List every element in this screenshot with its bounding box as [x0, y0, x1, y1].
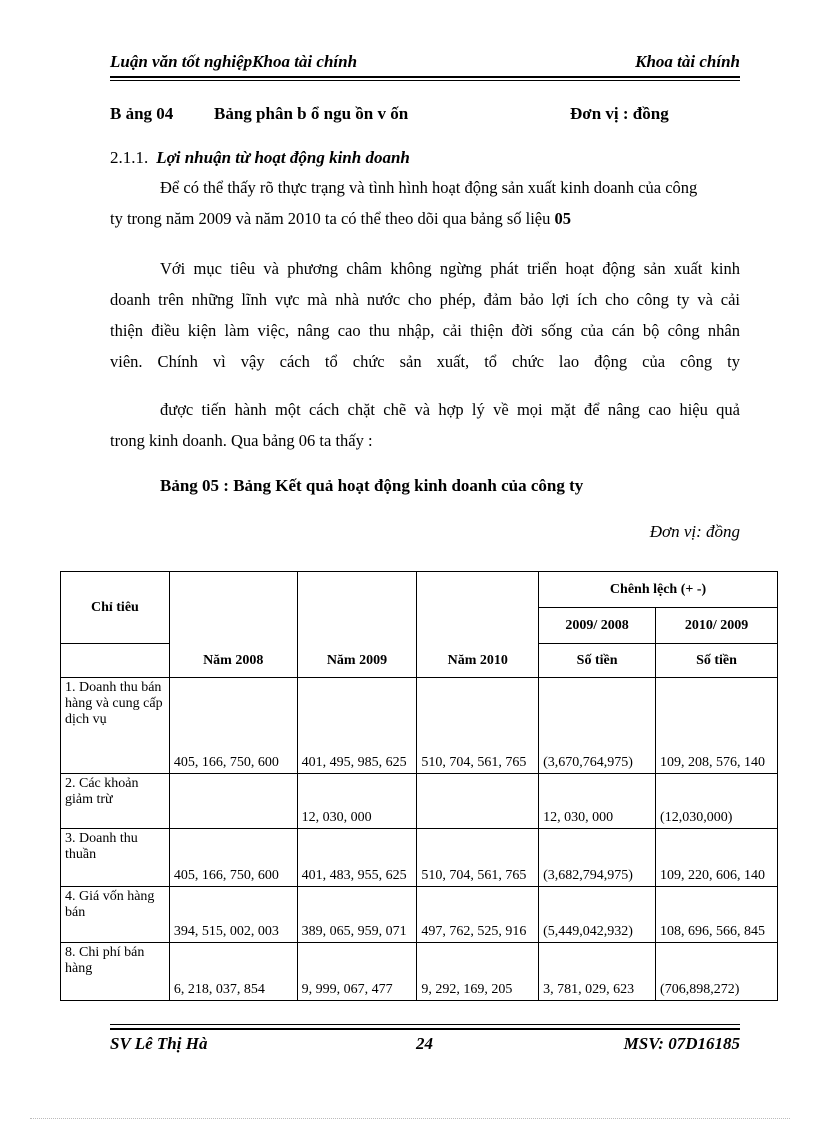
header-amount-2: Số tiền [656, 644, 778, 678]
table-ref: 05 [554, 209, 571, 228]
row-label: 8. Chi phí bán hàng [61, 943, 170, 1001]
cell-2010 [417, 774, 539, 829]
paragraph-line: thiện điều kiện làm việc, nâng cao thu nhập, cải thiện đời sống của cán bộ công nhân [110, 321, 740, 340]
table-unit: Đơn vị: đồng [649, 522, 740, 541]
header-2010: Năm 2010 [417, 572, 539, 678]
header-change: Chênh lệch (+ -) [539, 572, 778, 608]
cell-change-1: 12, 030, 000 [539, 774, 656, 829]
paragraph-line: trong kinh doanh. Qua bảng 06 ta thấy : [110, 431, 373, 450]
table04-title: Bảng phân b ổ ngu ồn v ốn [214, 104, 409, 123]
table04-unit: Đơn vị : đồng [570, 104, 669, 123]
header-rule-thin [110, 80, 740, 81]
row-label: 2. Các khoản giảm trừ [61, 774, 170, 829]
header-2009: Năm 2009 [297, 572, 417, 678]
table-caption: Bảng 05 : Bảng Kết quả hoạt động kinh doanh của công ty [160, 476, 584, 495]
cell-2008: 405, 166, 750, 600 [169, 678, 297, 774]
footer-rule [110, 1028, 740, 1030]
paragraph-1 [110, 172, 740, 234]
cell-change-2: 109, 208, 576, 140 [656, 678, 778, 774]
paragraph-line [110, 203, 740, 234]
cell-change-2: 109, 220, 606, 140 [656, 829, 778, 887]
cell-change-1: 3, 781, 029, 623 [539, 943, 656, 1001]
cell-change-2: 108, 696, 566, 845 [656, 887, 778, 943]
cell-2010: 497, 762, 525, 916 [417, 887, 539, 943]
header-2008: Năm 2008 [169, 572, 297, 678]
table-row [61, 678, 778, 774]
cell-2009: 389, 065, 959, 071 [297, 887, 417, 943]
cell-2009: 12, 030, 000 [297, 774, 417, 829]
cell-2009: 9, 999, 067, 477 [297, 943, 417, 1001]
page-header [110, 52, 740, 74]
header-criteria-blank [61, 644, 170, 678]
header-amount-1: Số tiền [539, 644, 656, 678]
paragraph-line: Với mục tiêu và phương châm không ngừng phát triển hoạt động sản xuất kinh [160, 259, 740, 278]
page-number: 24 [416, 1034, 433, 1053]
header-left: Luận văn tốt nghiệpKhoa tài chính [110, 52, 358, 71]
cell-2010: 510, 704, 561, 765 [417, 829, 539, 887]
row-label: 1. Doanh thu bán hàng và cung cấp dịch vụ [61, 678, 170, 774]
page-footer [110, 1034, 740, 1056]
cell-2008 [169, 774, 297, 829]
row-label: 3. Doanh thu thuần [61, 829, 170, 887]
cell-2008: 405, 166, 750, 600 [169, 829, 297, 887]
paragraph-text: ty trong năm 2009 và năm 2010 ta có thể theo dõi qua bảng số liệu [110, 209, 555, 228]
cell-2009: 401, 483, 955, 625 [297, 829, 417, 887]
paragraph-line: viên. Chính vì vậy cách tổ chức sản xuất, tổ chức lao động của công ty [110, 352, 740, 371]
cell-2008: 394, 515, 002, 003 [169, 887, 297, 943]
table-row [61, 774, 778, 829]
section-title: Lợi nhuận từ hoạt động kinh doanh [156, 148, 410, 167]
footer-student-id: MSV: 07D16185 [623, 1034, 740, 1053]
cell-change-1: (3,670,764,975) [539, 678, 656, 774]
cell-2008: 6, 218, 037, 854 [169, 943, 297, 1001]
cell-change-2: (706,898,272) [656, 943, 778, 1001]
paragraph-2 [110, 253, 740, 377]
header-rule [110, 76, 740, 78]
paragraph-line: Để có thể thấy rõ thực trạng và tình hình hoạt động sản xuất kinh doanh của công [160, 178, 698, 197]
cell-change-2: (12,030,000) [656, 774, 778, 829]
table04-label: B ảng 04 [110, 104, 174, 123]
paragraph-3 [110, 394, 740, 456]
section-heading [110, 148, 410, 168]
footer-student: SV Lê Thị Hà [110, 1034, 208, 1053]
cell-change-1: (5,449,042,932) [539, 887, 656, 943]
cell-2010: 9, 292, 169, 205 [417, 943, 539, 1001]
section-number: 2.1.1. [110, 148, 149, 167]
paragraph-line: doanh trên những lĩnh vực mà nhà nước cho phép, đảm bảo lợi ích cho công ty và cải [110, 290, 740, 309]
footer-rule-thin [110, 1024, 740, 1025]
table-row [61, 829, 778, 887]
row-label: 4. Giá vốn hàng bán [61, 887, 170, 943]
cell-2010: 510, 704, 561, 765 [417, 678, 539, 774]
table-row [61, 943, 778, 1001]
table-row [61, 887, 778, 943]
results-table [60, 571, 778, 1001]
cell-2009: 401, 495, 985, 625 [297, 678, 417, 774]
page-edge [30, 1118, 790, 1119]
cell-change-1: (3,682,794,975) [539, 829, 656, 887]
header-period-1: 2009/ 2008 [539, 608, 656, 644]
paragraph-line: được tiến hành một cách chặt chẽ và hợp lý về mọi mặt để nâng cao hiệu quả [160, 400, 740, 419]
header-right: Khoa tài chính [635, 52, 740, 71]
header-period-2: 2010/ 2009 [656, 608, 778, 644]
header-criteria: Chỉ tiêu [61, 572, 170, 644]
